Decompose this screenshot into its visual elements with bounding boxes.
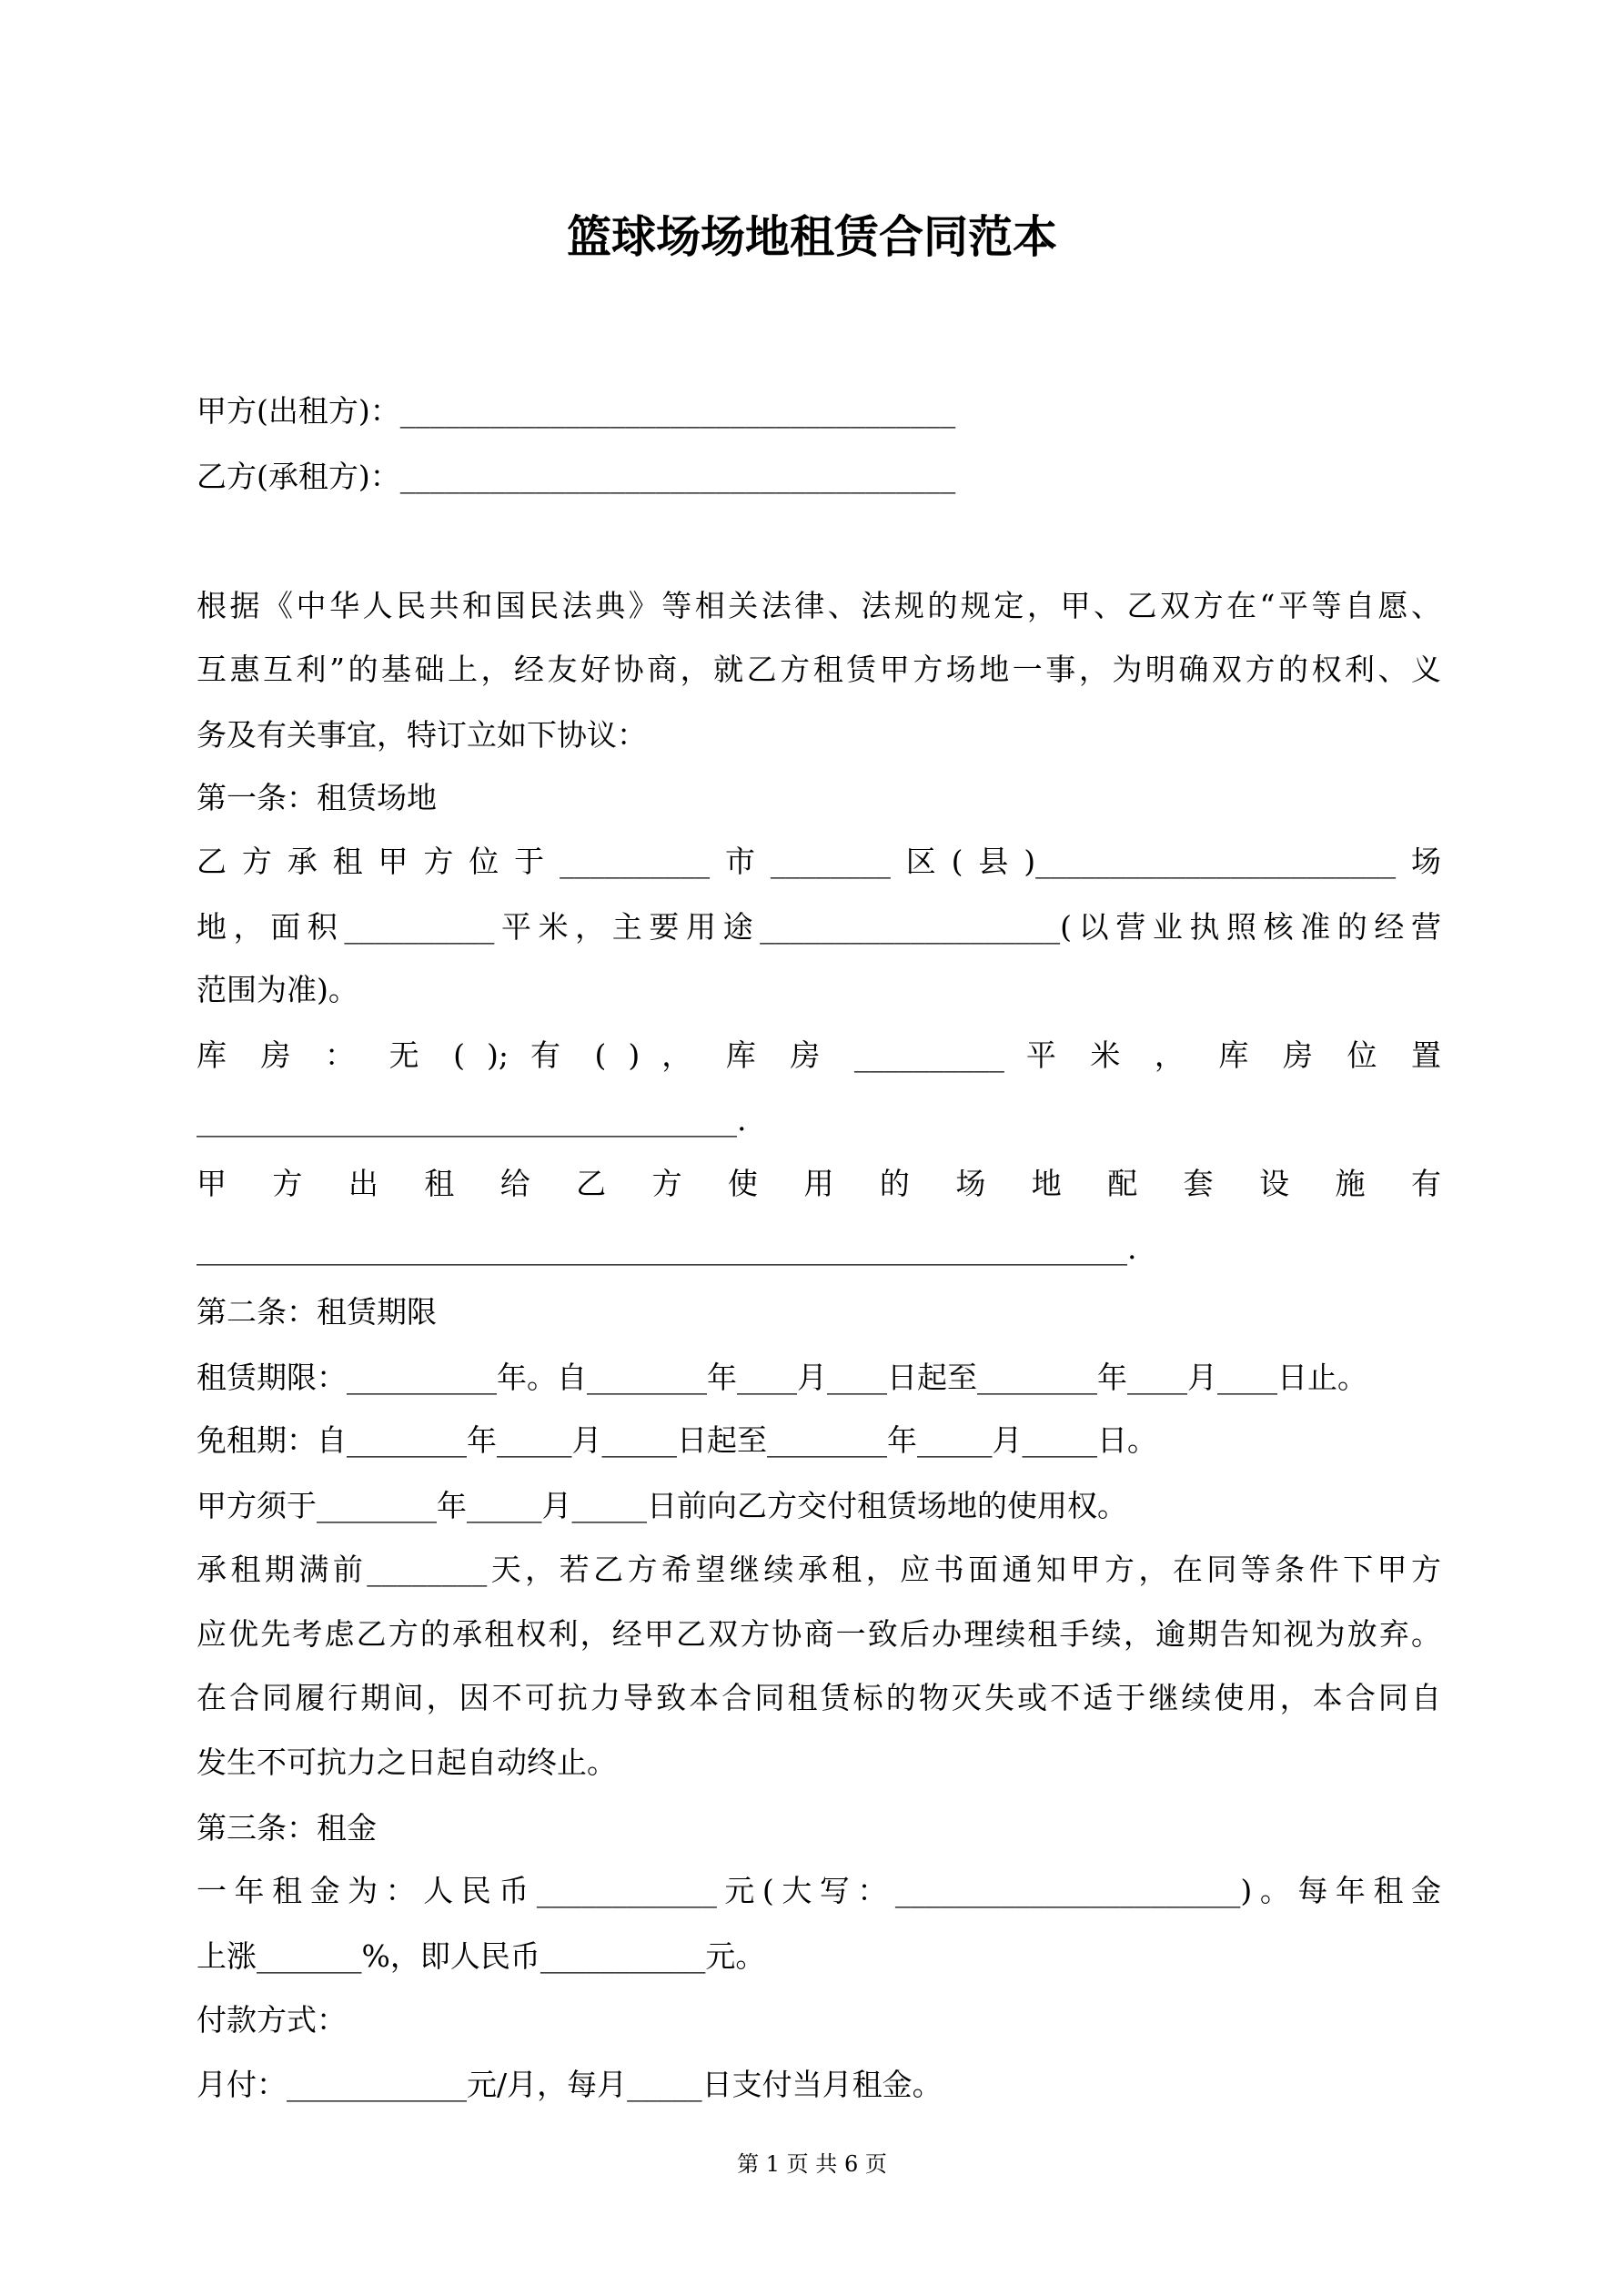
body-line: 甲方须于________年_____月_____日前向乙方交付租赁场地的使用权。 <box>197 1488 1127 1523</box>
body-line: ______________________________________________________________. <box>197 1230 1137 1266</box>
party-b-line: 乙方(承租方)：_____________________________________ <box>197 459 956 494</box>
article-1-heading: 第一条：租赁场地 <box>197 780 437 815</box>
page-number: 第 1 页 共 6 页 <box>737 2151 887 2177</box>
body-line: 发生不可抗力之日起自动终止。 <box>197 1745 617 1780</box>
body-line: 租赁期限：__________年。自________年____月____日起至________年____月____日止。 <box>197 1360 1367 1395</box>
body-line: 地，面积__________平米，主要用途____________________(以营业执照核准的经营 <box>197 909 1441 945</box>
body-line: 甲 方 出 租 给 乙 方 使 用 的 场 地 配 套 设 施 有 <box>197 1166 1441 1201</box>
document-title: 篮球场场地租赁合同范本 <box>566 210 1057 263</box>
body-line: 库 房 ： 无 ( ); 有 ( ) ， 库 房 __________ 平 米 ， 库 房 位 置 <box>197 1037 1441 1073</box>
article-2-heading: 第二条：租赁期限 <box>197 1294 437 1330</box>
body-line: 上涨_______%，即人民币___________元。 <box>197 1938 766 1974</box>
body-line: 乙方承租甲方位于__________市________区(县)________________________场 <box>197 844 1441 879</box>
body-line: 月付：____________元/月，每月_____日支付当月租金。 <box>197 2067 943 2102</box>
body-line: 范围为准)。 <box>197 972 358 1007</box>
body-line: 付款方式： <box>197 2002 347 2038</box>
body-line: 免租期：自________年_____月_____日起至________年_____月_____日。 <box>197 1422 1157 1458</box>
preamble-line: 务及有关事宜，特订立如下协议： <box>197 717 647 753</box>
body-line: 承租期满前________天，若乙方希望继续承租，应书面通知甲方，在同等条件下甲方 <box>197 1552 1441 1587</box>
body-line: 一年租金为：人民币____________元(大写：_______________________)。每年租金 <box>197 1873 1441 1908</box>
body-line: ____________________________________. <box>197 1102 747 1138</box>
body-line: 在合同履行期间，因不可抗力导致本合同租赁标的物灭失或不适于继续使用，本合同自 <box>197 1680 1441 1715</box>
party-a-line: 甲方(出租方)：_____________________________________ <box>197 393 956 429</box>
article-3-heading: 第三条：租金 <box>197 1810 377 1846</box>
preamble-line: 根据《中华人民共和国民法典》等相关法律、法规的规定，甲、乙双方在“平等自愿、 <box>197 588 1441 623</box>
preamble-line: 互惠互利”的基础上，经友好协商，就乙方租赁甲方场地一事，为明确双方的权利、义 <box>197 652 1441 687</box>
body-line: 应优先考虑乙方的承租权利，经甲乙双方协商一致后办理续租手续，逾期告知视为放弃。 <box>197 1616 1441 1652</box>
